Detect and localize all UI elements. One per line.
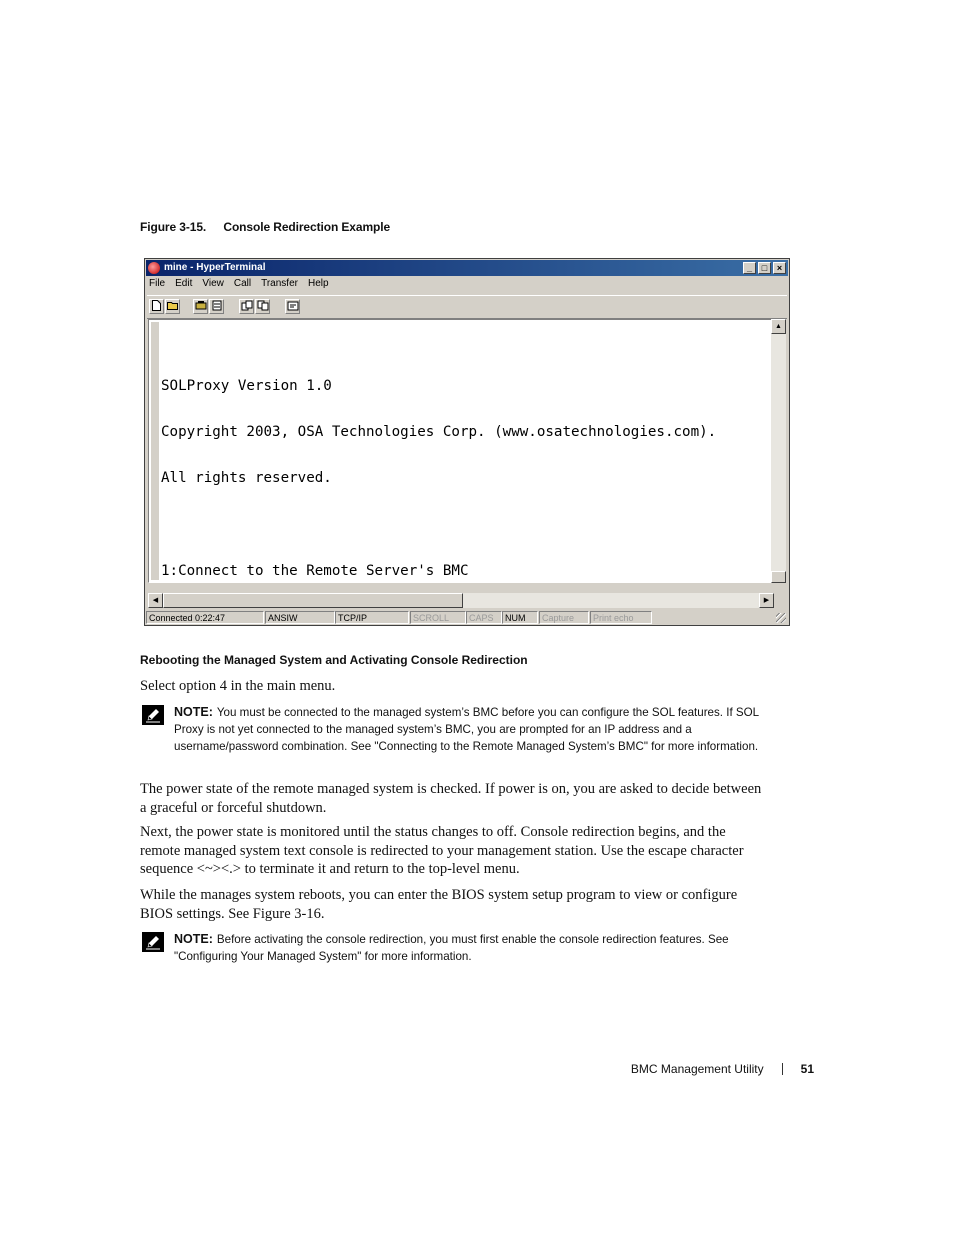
status-scroll: SCROLL [410,611,466,624]
maximize-button[interactable]: □ [758,262,771,274]
receive-icon[interactable] [255,299,270,314]
paragraph-bios: While the manages system reboots, you can enter the BIOS system setup program to view or configure BIOS settings. See Figure 3-16. [140,887,738,922]
status-connected: Connected 0:22:47 [146,611,264,624]
figure-number: Figure 3-15. [140,220,207,234]
new-icon[interactable] [149,299,164,314]
figure-title: Console Redirection Example [223,220,391,234]
note-pencil-icon [142,932,164,952]
menu-transfer[interactable]: Transfer [261,278,298,289]
footer-title: BMC Management Utility [630,1062,764,1076]
page-footer [631,1062,814,1076]
toolbar [147,295,787,319]
window-titlebar[interactable] [146,260,788,276]
scroll-up-icon[interactable]: ▲ [771,319,786,334]
footer-separator [782,1063,783,1075]
horizontal-scroll-thumb[interactable] [163,593,463,608]
note-text: You must be connected to the managed system’s BMC before you can configure the SOL features. If SOL Proxy is not yet connected to the managed system’s BMC, you are prompted for an IP address and a username/password combination. See "Connecting to the Remote Managed System’s BMC" for more information. [174,706,759,754]
note-pencil-icon [142,705,164,725]
status-protocol: TCP/IP [335,611,409,624]
terminal-left-margin [151,322,159,580]
intro-paragraph: Select option 4 in the main menu. [140,678,336,694]
status-print-echo: Print echo [590,611,652,624]
terminal-screen[interactable] [148,319,774,583]
terminal-line: All rights reserved. [161,470,332,487]
window-title: mine - HyperTerminal [164,262,266,273]
terminal-line: 1:Connect to the Remote Server's BMC [161,562,469,579]
scroll-thumb[interactable] [771,571,786,583]
note-label: NOTE: [174,932,213,946]
hyperterminal-icon [148,262,160,274]
terminal-output [161,348,716,583]
send-icon[interactable] [239,299,254,314]
properties-icon[interactable] [285,299,300,314]
close-button[interactable]: × [773,262,786,274]
scroll-left-icon[interactable]: ◀ [148,593,163,608]
menu-call[interactable]: Call [233,278,252,289]
hyperterminal-window [144,258,790,626]
resize-grip-icon[interactable] [776,613,786,623]
menu-help[interactable]: Help [307,278,329,289]
disconnect-icon[interactable] [209,299,224,314]
note-label: NOTE: [174,705,213,719]
paragraph-power-state: The power state of the remote managed system is checked. If power is on, you are asked to decide between a graceful or forceful shutdown. [140,781,762,816]
note-text: Before activating the console redirection, you must first enable the console redirection features. See "Configuring Your Managed System" for more information. [174,933,729,964]
vertical-scrollbar[interactable] [771,319,786,583]
menu-bar [149,278,329,292]
paragraph-monitoring: Next, the power state is monitored until the status changes to off. Console redirection begins, and the remote managed system text console is redirected to your management station. Use the escape character sequence <~><.> to terminate it and return to the top-level menu. [140,824,744,877]
section-heading: Rebooting the Managed System and Activating Console Redirection [140,653,528,667]
figure-caption [140,220,390,234]
status-emulation: ANSIW [265,611,335,624]
page-number: 51 [800,1062,814,1076]
terminal-line: SOLProxy Version 1.0 [161,377,332,394]
phone-icon[interactable] [193,299,208,314]
menu-file[interactable]: File [149,278,166,289]
open-icon[interactable] [165,299,180,314]
status-bar [146,610,788,625]
minimize-button[interactable]: _ [743,262,756,274]
horizontal-scrollbar[interactable] [148,593,774,608]
terminal-line: Copyright 2003, OSA Technologies Corp. (www.osatechnologies.com). [161,424,717,441]
menu-view[interactable]: View [202,278,224,289]
terminal-line [161,517,716,532]
scroll-right-icon[interactable]: ▶ [759,593,774,608]
menu-edit[interactable]: Edit [175,278,193,289]
status-caps: CAPS [466,611,502,624]
status-num: NUM [502,611,538,624]
status-capture: Capture [539,611,589,624]
